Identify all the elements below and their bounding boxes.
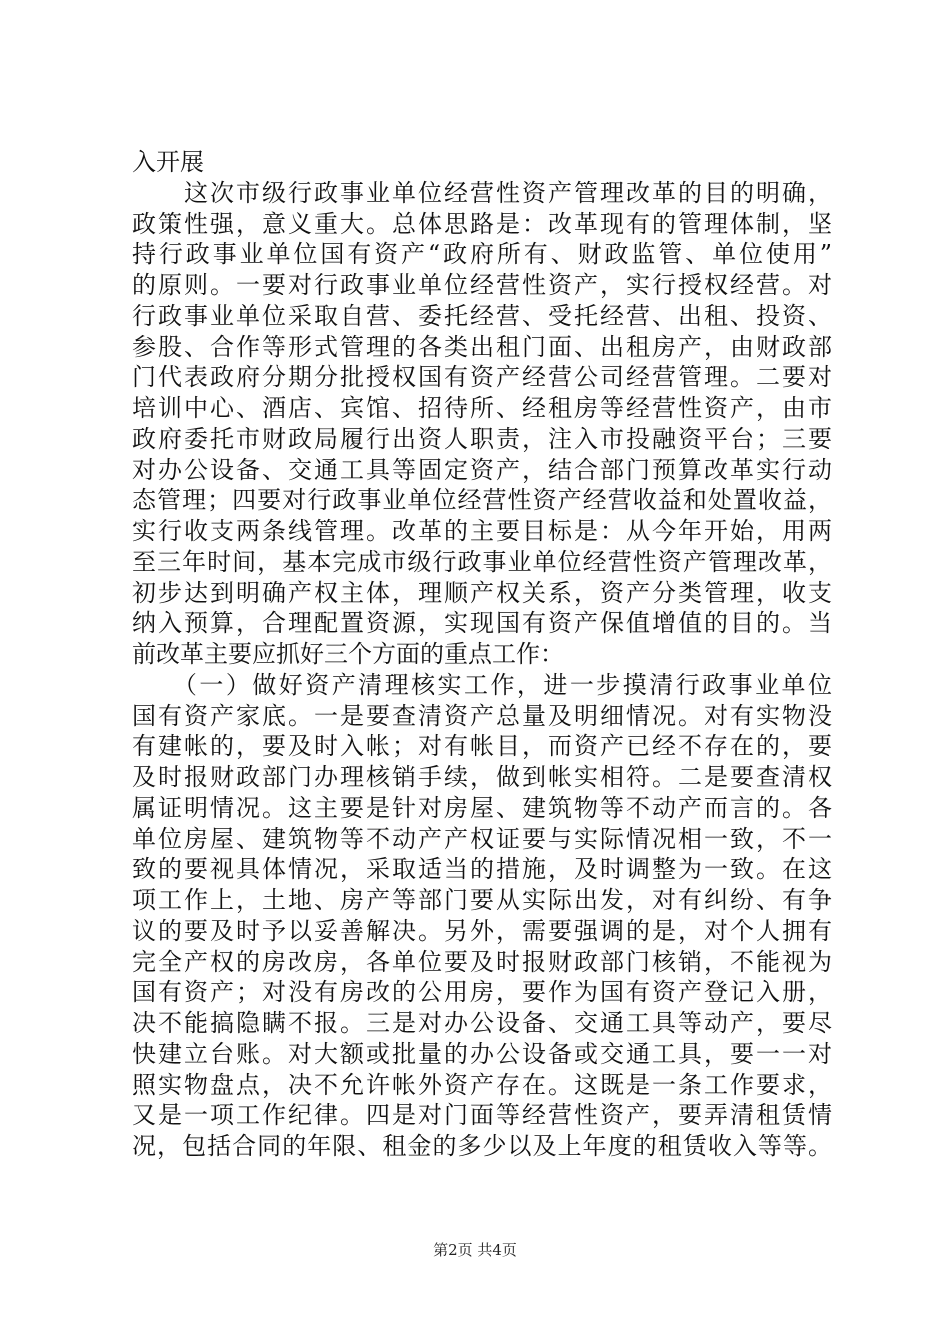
- text-line: 属证明情况。这主要是针对房屋、建筑物等不动产而言的。各: [132, 793, 832, 822]
- text-line: 照实物盘点，决不允许帐外资产存在。这既是一条工作要求，: [132, 1070, 832, 1099]
- text-line: 实行收支两条线管理。改革的主要目标是：从今年开始，用两: [132, 517, 832, 545]
- text-line: 国有资产；对没有房改的公用房，要作为国有资产登记入册，: [132, 978, 832, 1007]
- text-line: 这次市级行政事业单位经营性资产管理改革的目的明确，: [132, 178, 832, 207]
- text-line: 前改革主要应抓好三个方面的重点工作：: [132, 640, 564, 668]
- text-line: 培训中心、酒店、宾馆、招待所、经租房等经营性资产，由市: [132, 394, 832, 422]
- text-line: 完全产权的房改房，各单位要及时报财政部门核销，不能视为: [132, 947, 832, 976]
- text-line: 快建立台账。对大额或批量的办公设备或交通工具，要一一对: [132, 1039, 832, 1068]
- text-line: 门代表政府分期分批授权国有资产经营公司经营管理。二要对: [132, 363, 832, 392]
- text-line: 项工作上，土地、房产等部门要从实际出发，对有纠纷、有争: [132, 886, 832, 914]
- text-line: 参股、合作等形式管理的各类出租门面、出租房产，由财政部: [132, 332, 832, 361]
- document-body: [132, 147, 832, 1162]
- page-number-label: 第2页 共4页: [433, 1241, 517, 1259]
- text-line: 又是一项工作纪律。四是对门面等经营性资产，要弄清租赁情: [132, 1101, 832, 1130]
- text-line: 行政事业单位采取自营、委托经营、受托经营、出租、投资、: [132, 301, 832, 330]
- text-line: 单位房屋、建筑物等不动产产权证要与实际情况相一致，不一: [132, 824, 832, 853]
- text-line: 态管理；四要对行政事业单位经营性资产经营收益和处置收益，: [132, 486, 832, 515]
- text-line: 议的要及时予以妥善解决。另外，需要强调的是，对个人拥有: [132, 916, 832, 945]
- text-line: 至三年时间，基本完成市级行政事业单位经营性资产管理改革，: [132, 547, 832, 576]
- text-line: 政策性强，意义重大。总体思路是：改革现有的管理体制，坚: [132, 209, 832, 238]
- text-line: 持行政事业单位国有资产“政府所有、财政监管、单位使用”: [132, 240, 832, 269]
- text-line: 国有资产家底。一是要查清资产总量及明细情况。对有实物没: [132, 701, 832, 730]
- text-line: 决不能搞隐瞒不报。三是对办公设备、交通工具等动产，要尽: [132, 1009, 832, 1037]
- text-line: 纳入预算，合理配置资源，实现国有资产保值增值的目的。当: [132, 609, 832, 638]
- page-footer: [0, 1240, 950, 1260]
- text-line: 对办公设备、交通工具等固定资产，结合部门预算改革实行动: [132, 455, 832, 484]
- text-line: 初步达到明确产权主体，理顺产权关系，资产分类管理，收支: [132, 578, 832, 607]
- text-line: 政府委托市财政局履行出资人职责，注入市投融资平台；三要: [132, 424, 832, 453]
- text-line: 及时报财政部门办理核销手续，做到帐实相符。二是要查清权: [132, 763, 832, 791]
- text-line: 的原则。一要对行政事业单位经营性资产，实行授权经营。对: [132, 271, 832, 299]
- text-line: 况，包括合同的年限、租金的多少以及上年度的租赁收入等等。: [132, 1132, 832, 1160]
- text-line: 有建帐的，要及时入帐；对有帐目，而资产已经不存在的，要: [132, 732, 832, 761]
- text-line: （一）做好资产清理核实工作，进一步摸清行政事业单位: [132, 670, 832, 699]
- text-line: 入开展: [132, 148, 204, 176]
- text-line: 致的要视具体情况，采取适当的措施，及时调整为一致。在这: [132, 855, 832, 884]
